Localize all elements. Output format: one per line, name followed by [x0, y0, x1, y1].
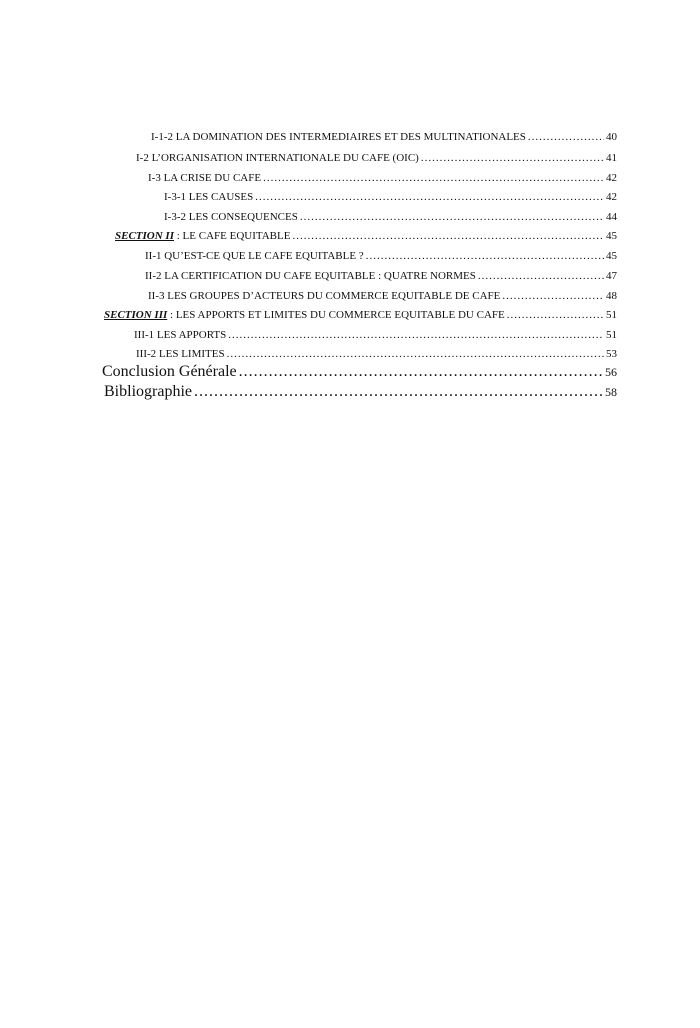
- section-prefix: SECTION III: [104, 309, 168, 321]
- toc-entry-ii-1: [145, 251, 617, 262]
- toc-entry-label: I-1-2 LA DOMINATION DES INTERMEDIAIRES ET DES MULTINATIONALES: [151, 131, 526, 143]
- toc-dot-leader: [239, 364, 603, 380]
- section-title: : LE CAFE EQUITABLE: [174, 230, 291, 242]
- toc-page-number: 53: [606, 348, 617, 360]
- toc-entry-label: II-1 QU’EST-CE QUE LE CAFE EQUITABLE ?: [145, 250, 364, 262]
- section-prefix: SECTION II: [115, 230, 174, 242]
- toc-dot-leader: [421, 153, 604, 164]
- toc-entry-label: Conclusion Générale: [102, 363, 237, 380]
- toc-entry-label: II-3 LES GROUPES D’ACTEURS DU COMMERCE EQUITABLE DE CAFE: [148, 290, 501, 302]
- toc-entry-label: I-3 LA CRISE DU CAFE: [148, 172, 262, 184]
- toc-page-number: 44: [606, 211, 617, 223]
- toc-dot-leader: [292, 231, 604, 242]
- toc-page-number: 45: [606, 250, 617, 262]
- toc-page-number: 56: [605, 365, 617, 379]
- toc-dot-leader: [507, 310, 604, 321]
- toc-entry-label: I-2 L’ORGANISATION INTERNATIONALE DU CAFE (OIC): [136, 152, 419, 164]
- section-title: : LES APPORTS ET LIMITES DU COMMERCE EQUITABLE DU CAFE: [167, 309, 505, 321]
- toc-entry-label: III-1 LES APPORTS: [134, 329, 227, 341]
- toc-entry-label: III-2 LES LIMITES: [136, 348, 225, 360]
- toc-entry-ii-2: [145, 271, 617, 282]
- toc-entry-label: [115, 231, 290, 242]
- toc-entry-bibliographie: [104, 384, 617, 400]
- toc-dot-leader: [366, 251, 604, 262]
- toc-entry-label: I-3-2 LES CONSEQUENCES: [164, 211, 298, 223]
- toc-page-number: 40: [606, 131, 617, 143]
- toc-entry-i-3-2: [164, 212, 617, 223]
- toc-page-number: 42: [606, 191, 617, 203]
- toc-entry-ii-3: [148, 291, 617, 302]
- toc-dot-leader: [255, 192, 604, 203]
- toc-entry-i-3: [148, 173, 617, 184]
- toc-entry-i-2: [136, 153, 617, 164]
- toc-entry-iii-1: [134, 330, 617, 341]
- toc-entry-iii-2: [136, 349, 617, 360]
- toc-entry-i-3-1: [164, 192, 617, 203]
- toc-page-number: 51: [606, 329, 617, 341]
- toc-entry-i-1-2: [151, 132, 617, 143]
- toc-dot-leader: [228, 330, 604, 341]
- toc-page-number: 41: [606, 152, 617, 164]
- toc-entry-section-ii: [115, 231, 617, 242]
- toc-entry-label: Bibliographie: [104, 383, 192, 400]
- toc-entry-conclusion: [102, 364, 617, 380]
- toc-entry-label: [104, 310, 505, 321]
- toc-page-number: 58: [605, 385, 617, 399]
- toc-page-number: 47: [606, 270, 617, 282]
- toc-entry-label: I-3-1 LES CAUSES: [164, 191, 254, 203]
- toc-dot-leader: [194, 384, 603, 400]
- toc-page-number: 48: [606, 290, 617, 302]
- toc-dot-leader: [502, 291, 604, 302]
- toc-dot-leader: [263, 173, 604, 184]
- toc-entry-section-iii: [104, 310, 617, 321]
- toc-page-number: 42: [606, 172, 617, 184]
- toc-dot-leader: [478, 271, 604, 282]
- toc-page-number: 45: [606, 230, 617, 242]
- toc-entry-label: II-2 LA CERTIFICATION DU CAFE EQUITABLE : QUATRE NORMES: [145, 270, 476, 282]
- toc-dot-leader: [300, 212, 604, 223]
- toc-dot-leader: [227, 349, 604, 360]
- toc-page-number: 51: [606, 309, 617, 321]
- toc-dot-leader: [528, 132, 604, 143]
